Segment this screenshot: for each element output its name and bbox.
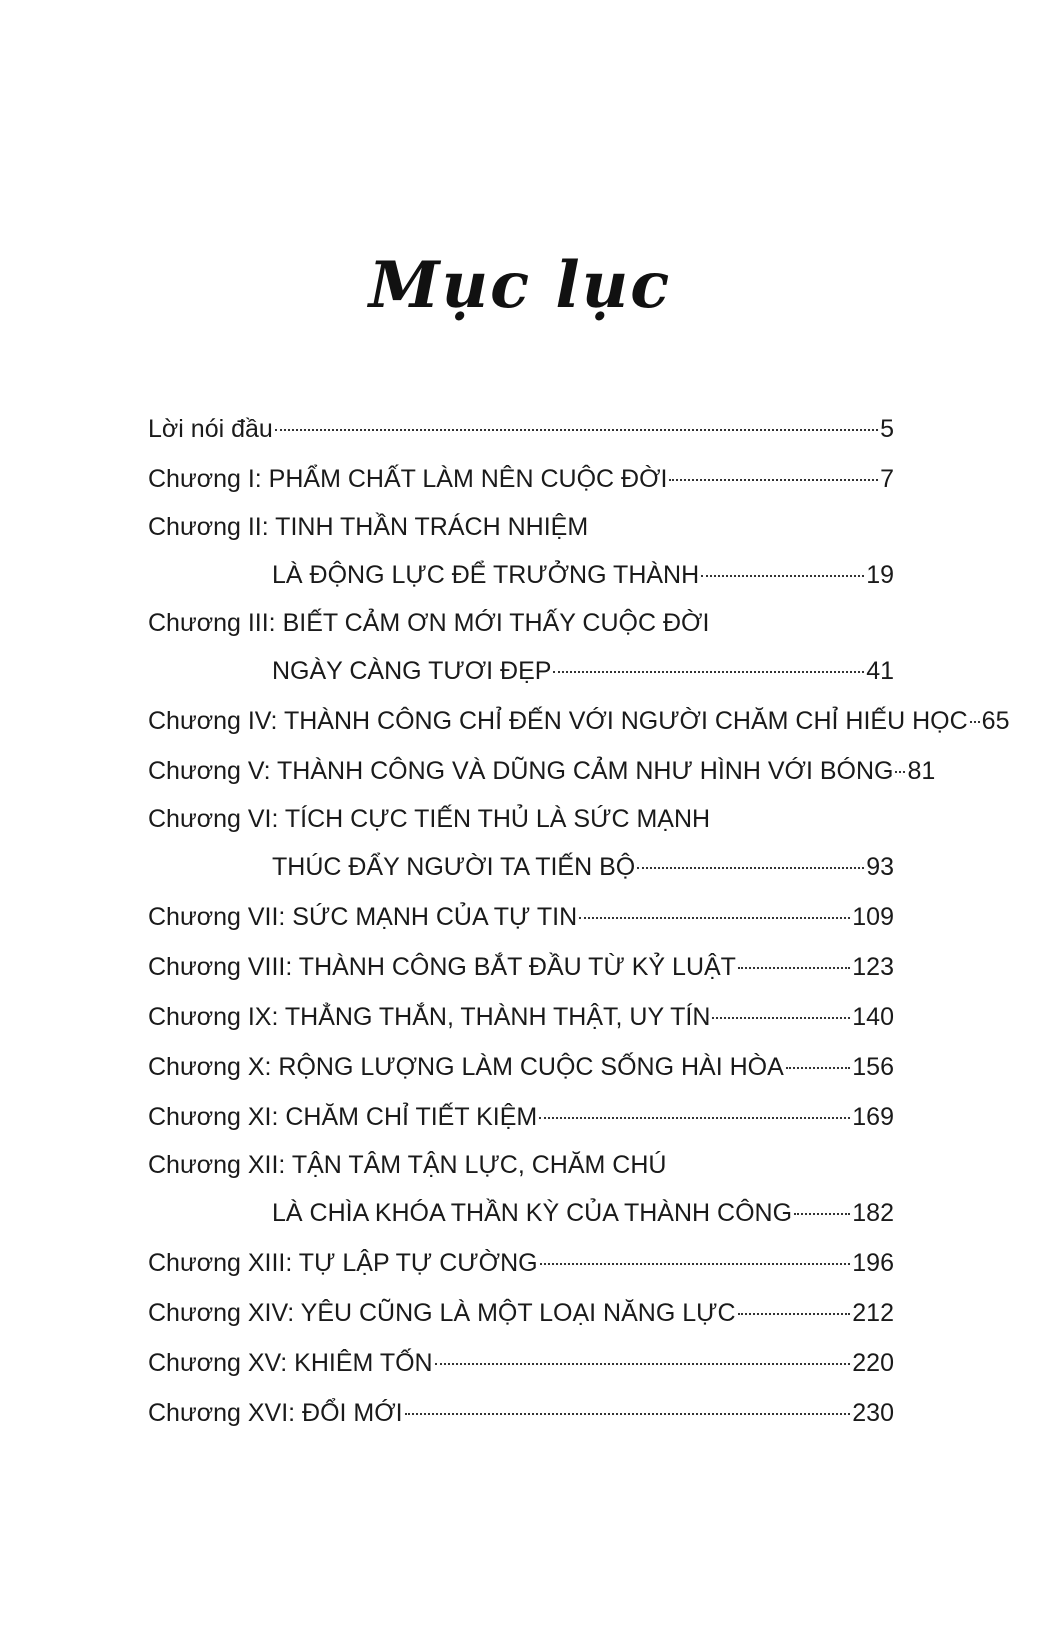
toc-entry-title: Chương IX: THẲNG THẮN, THÀNH THẬT, UY TÍN	[148, 1003, 711, 1031]
toc-entry-first-line	[148, 504, 894, 550]
toc-page-number: 230	[852, 1399, 894, 1427]
toc-entry	[148, 1388, 894, 1438]
dot-leader	[435, 1363, 851, 1365]
toc-entry	[148, 942, 894, 992]
toc-entry-title: Chương IV: THÀNH CÔNG CHỈ ĐẾN VỚI NGƯỜI CHĂM CHỈ HIẾU HỌC	[148, 707, 968, 735]
toc-entry-title-continued: LÀ CHÌA KHÓA THẦN KỲ CỦA THÀNH CÔNG	[272, 1199, 793, 1227]
page-title: Mục lục	[368, 248, 672, 323]
toc-entry	[148, 696, 1010, 746]
toc-entry-line	[148, 1238, 894, 1288]
toc-entry-title: Chương XVI: ĐỔI MỚI	[148, 1399, 403, 1427]
toc-entry-first-line	[148, 600, 894, 646]
toc-page-number: 93	[866, 853, 894, 881]
toc-entry-line	[148, 1388, 894, 1438]
toc-entry-line	[148, 1092, 894, 1142]
toc-entry-title-continued: NGÀY CÀNG TƯƠI ĐẸP	[272, 657, 552, 685]
toc-entry-second-line	[148, 646, 894, 696]
toc-entry-title: Chương V: THÀNH CÔNG VÀ DŨNG CẢM NHƯ HÌNH VỚI BÓNG	[148, 757, 894, 785]
toc-entry-first-line	[148, 796, 894, 842]
toc-entry-line	[148, 992, 894, 1042]
toc-entry	[148, 746, 936, 796]
toc-page-number: 5	[880, 415, 894, 443]
dot-leader	[712, 1017, 850, 1019]
toc-entry	[148, 1142, 894, 1238]
toc-entry-title: Chương XV: KHIÊM TỐN	[148, 1349, 433, 1377]
toc-entry-title: Chương VIII: THÀNH CÔNG BẮT ĐẦU TỪ KỶ LUẬT	[148, 953, 736, 981]
toc-entry-line	[148, 696, 1010, 746]
toc-entry-title: Lời nói đầu	[148, 415, 273, 443]
toc-entry-second-line	[148, 842, 894, 892]
toc-entry	[148, 1288, 894, 1338]
toc-entry-second-line	[148, 1188, 894, 1238]
toc-entry-line	[148, 1042, 894, 1092]
toc-entry	[148, 504, 894, 600]
dot-leader	[669, 479, 878, 481]
toc-entry	[148, 454, 894, 504]
toc-entry-title: Chương III: BIẾT CẢM ƠN MỚI THẤY CUỘC ĐỜI	[148, 609, 710, 637]
toc-entry-line	[148, 942, 894, 992]
toc-entry-line	[148, 1288, 894, 1338]
toc-page-number: 220	[852, 1349, 894, 1377]
toc-entry	[148, 796, 894, 892]
table-of-contents	[148, 404, 1010, 1438]
dot-leader	[539, 1117, 850, 1119]
toc-entry	[148, 600, 894, 696]
toc-entry-line	[148, 404, 894, 454]
toc-entry-second-line	[148, 550, 894, 600]
dot-leader	[701, 575, 864, 577]
toc-entry-first-line	[148, 1142, 894, 1188]
dot-leader	[275, 429, 878, 431]
dot-leader	[794, 1213, 850, 1215]
dot-leader	[786, 1067, 851, 1069]
toc-page-number: 156	[852, 1053, 894, 1081]
dot-leader	[970, 721, 980, 723]
toc-entry-line	[148, 454, 894, 504]
toc-entry-title: Chương X: RỘNG LƯỢNG LÀM CUỘC SỐNG HÀI HÒA	[148, 1053, 784, 1081]
toc-entry	[148, 1338, 894, 1388]
toc-page-number: 212	[852, 1299, 894, 1327]
toc-page-number: 81	[907, 757, 936, 785]
toc-page-number: 123	[852, 953, 894, 981]
toc-page-number: 140	[852, 1003, 894, 1031]
toc-entry-title: Chương XI: CHĂM CHỈ TIẾT KIỆM	[148, 1103, 538, 1131]
dot-leader	[738, 1313, 851, 1315]
toc-page-number: 109	[852, 903, 894, 931]
toc-page-number: 65	[981, 707, 1010, 735]
toc-page-number: 196	[852, 1249, 894, 1277]
dot-leader	[553, 671, 864, 673]
toc-entry-title: Chương VII: SỨC MẠNH CỦA TỰ TIN	[148, 903, 578, 931]
toc-entry	[148, 892, 894, 942]
toc-entry	[148, 1238, 894, 1288]
toc-entry-line	[148, 892, 894, 942]
toc-entry-title: Chương XIV: YÊU CŨNG LÀ MỘT LOẠI NĂNG LỰC	[148, 1299, 736, 1327]
toc-entry-line	[148, 746, 936, 796]
dot-leader	[738, 967, 850, 969]
toc-entry-title: Chương II: TINH THẦN TRÁCH NHIỆM	[148, 513, 589, 541]
toc-entry-title-continued: LÀ ĐỘNG LỰC ĐỂ TRƯỞNG THÀNH	[272, 561, 700, 589]
toc-entry-title: Chương XIII: TỰ LẬP TỰ CƯỜNG	[148, 1249, 538, 1277]
dot-leader	[579, 917, 850, 919]
toc-entry-title: Chương XII: TẬN TÂM TẬN LỰC, CHĂM CHÚ	[148, 1151, 667, 1179]
dot-leader	[405, 1413, 851, 1415]
dot-leader	[540, 1263, 851, 1265]
toc-entry	[148, 1042, 894, 1092]
toc-entry	[148, 404, 894, 454]
dot-leader	[637, 867, 864, 869]
toc-entry-title-continued: THÚC ĐẨY NGƯỜI TA TIẾN BỘ	[272, 853, 636, 881]
toc-entry	[148, 992, 894, 1042]
dot-leader	[895, 771, 905, 773]
toc-entry-title: Chương I: PHẨM CHẤT LÀM NÊN CUỘC ĐỜI	[148, 465, 668, 493]
toc-entry-title: Chương VI: TÍCH CỰC TIẾN THỦ LÀ SỨC MẠNH	[148, 805, 711, 833]
toc-page-number: 182	[852, 1199, 894, 1227]
toc-page-number: 19	[866, 561, 894, 589]
toc-page-number: 41	[866, 657, 894, 685]
toc-entry	[148, 1092, 894, 1142]
toc-page-number: 7	[880, 465, 894, 493]
toc-entry-line	[148, 1338, 894, 1388]
toc-page-number: 169	[852, 1103, 894, 1131]
